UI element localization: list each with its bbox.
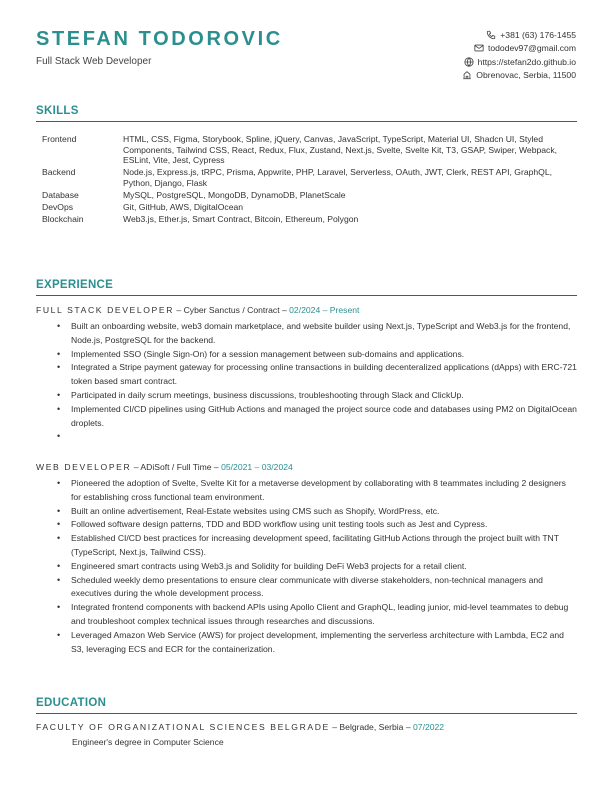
- job-entry: [36, 305, 577, 444]
- website-text[interactable]: https://stefan2do.github.io: [477, 56, 576, 67]
- list-item: • Leveraged Amazon Web Service (AWS) for project development, implementing the serverless architecture with Lambda, EC2 and S3, leveraging ECS and ECR for the containerization.: [36, 629, 577, 657]
- list-item: • Established CI/CD best practices for increasing development speed, facilitating GitHub Actions through the project built with TNT (TypeScript, Next.js, Tailwind CSS).: [36, 532, 577, 560]
- contact-email[interactable]: [462, 42, 576, 56]
- job-company: – ADiSoft / Full Time –: [131, 462, 222, 472]
- job-entry: [36, 462, 577, 656]
- list-item: [36, 430, 577, 444]
- list-item: • Engineered smart contracts using Web3.js and Solidity for building DeFi Web3 projects for a retail client.: [36, 560, 577, 574]
- list-item: • Implemented SSO (Single Sign-On) for a session management between sub-domains and applications.: [36, 348, 577, 362]
- job-header: [36, 305, 577, 317]
- education-school: FACULTY OF ORGANIZATIONAL SCIENCES BELGRADE: [36, 722, 330, 732]
- list-item: • Built an onboarding website, web3 domain marketplace, and website builder using Next.js, TypeScript and Web3.js for the frontend, Node.js, PostgreSQL for the backend.: [36, 320, 577, 348]
- list-item: • Integrated frontend components with backend APIs using Apollo Client and GraphQL, leading junior, mid-level teammates to debug and troubleshoot complex technical issues through researches and discussions.: [36, 601, 577, 629]
- list-item: • Scheduled weekly demo presentations to ensure clear communicate with diverse stakeholders, non-technical managers and executives during the whole development process.: [36, 574, 577, 602]
- job-company: – Cyber Sanctus / Contract –: [174, 305, 290, 315]
- education-degree: Engineer's degree in Computer Science: [72, 737, 224, 747]
- skill-category: Blockchain: [42, 214, 84, 225]
- job-dates: 05/2021 – 03/2024: [221, 462, 293, 472]
- globe-icon: [464, 57, 474, 67]
- contact-phone: [462, 28, 576, 42]
- list-item: • Implemented CI/CD pipelines using GitHub Actions and managed the project source code and databases using PM2 on DigitalOcean droplets.: [36, 403, 577, 431]
- list-item: • Followed software design patterns, TDD and BDD workflow using unit testing tools such as Jest and Cypress.: [36, 518, 577, 532]
- list-item: • Participated in daily scrum meetings, business discussions, troubleshooting through Slack and ClickUp.: [36, 389, 577, 403]
- skill-row: [42, 167, 572, 188]
- list-item: • Integrated a Stripe payment gateway for processing online transactions in building decenteralized applications (dApps) with ERC-721 token based smart contract.: [36, 361, 577, 389]
- skills-list: [42, 134, 572, 226]
- experience-heading: EXPERIENCE: [36, 279, 114, 291]
- job-role: WEB DEVELOPER: [36, 462, 132, 472]
- location-icon: [462, 70, 472, 80]
- education-entry: [36, 722, 577, 747]
- email-icon: [474, 43, 484, 53]
- skill-values: Web3.js, Ether.js, Smart Contract, Bitcoin, Ethereum, Polygon: [123, 214, 359, 225]
- candidate-title: Full Stack Web Developer: [36, 56, 152, 67]
- phone-text: +381 (63) 176-1455: [500, 29, 576, 40]
- skill-category: Backend: [42, 167, 76, 178]
- job-bullets: [36, 477, 577, 656]
- skill-row: [42, 190, 572, 201]
- skill-values: HTML, CSS, Figma, Storybook, Spline, jQuery, Canvas, JavaScript, TypeScript, Material UI, Shadcn UI, Styled Components, Tailwind CSS, React, Redux, Flux, Zustand, Next.js, Svelte, Svelte Kit, T3, GSAP, Swiper, Webpack, ESLint, Vite, Jest, Cypress: [123, 134, 558, 166]
- education-heading: EDUCATION: [36, 697, 107, 709]
- skill-row: [42, 214, 572, 225]
- location-text: Obrenovac, Serbia, 11500: [476, 70, 576, 81]
- skill-category: Database: [42, 189, 79, 200]
- skill-values: Node.js, Express.js, tRPC, Prisma, Appwrite, PHP, Laravel, Serverless, OAuth, JWT, Clerk, REST API, GraphQL, Python, Django, Flask: [123, 167, 553, 188]
- education-divider: [36, 713, 577, 714]
- job-dates: 02/2024 – Present: [289, 305, 360, 315]
- candidate-name: STEFAN TODOROVIC: [36, 28, 283, 50]
- job-header: [36, 462, 577, 474]
- email-text[interactable]: tododev97@gmail.com: [487, 43, 576, 54]
- skill-category: DevOps: [42, 202, 74, 213]
- education-date: 07/2022: [413, 722, 445, 732]
- skill-category: Frontend: [42, 134, 77, 144]
- skill-values: Git, GitHub, AWS, DigitalOcean: [123, 202, 244, 213]
- job-role: FULL STACK DEVELOPER: [36, 305, 175, 315]
- resume-header: [36, 26, 576, 86]
- contact-website[interactable]: [462, 55, 576, 69]
- education-location: – Belgrade, Serbia –: [329, 722, 414, 732]
- education-header: [36, 722, 577, 732]
- contact-location: [462, 69, 576, 83]
- job-bullets: [36, 320, 577, 444]
- experience-divider: [36, 295, 577, 296]
- skill-row: [42, 202, 572, 213]
- list-item: • Built an online advertisement, Real-Estate websites using CMS such as Shopify, WordPress, etc.: [36, 505, 577, 519]
- phone-icon: [486, 30, 496, 40]
- contact-list: [462, 28, 576, 82]
- skill-row: [42, 134, 572, 166]
- skills-heading: SKILLS: [36, 105, 79, 117]
- skill-values: MySQL, PostgreSQL, MongoDB, DynamoDB, PlanetScale: [123, 189, 346, 200]
- list-item: • Pioneered the adoption of Svelte, Svelte Kit for a metaverse development by collaborating with 8 teammates including 2 designers for establishing cross functional team environment.: [36, 477, 577, 505]
- skills-divider: [36, 121, 577, 122]
